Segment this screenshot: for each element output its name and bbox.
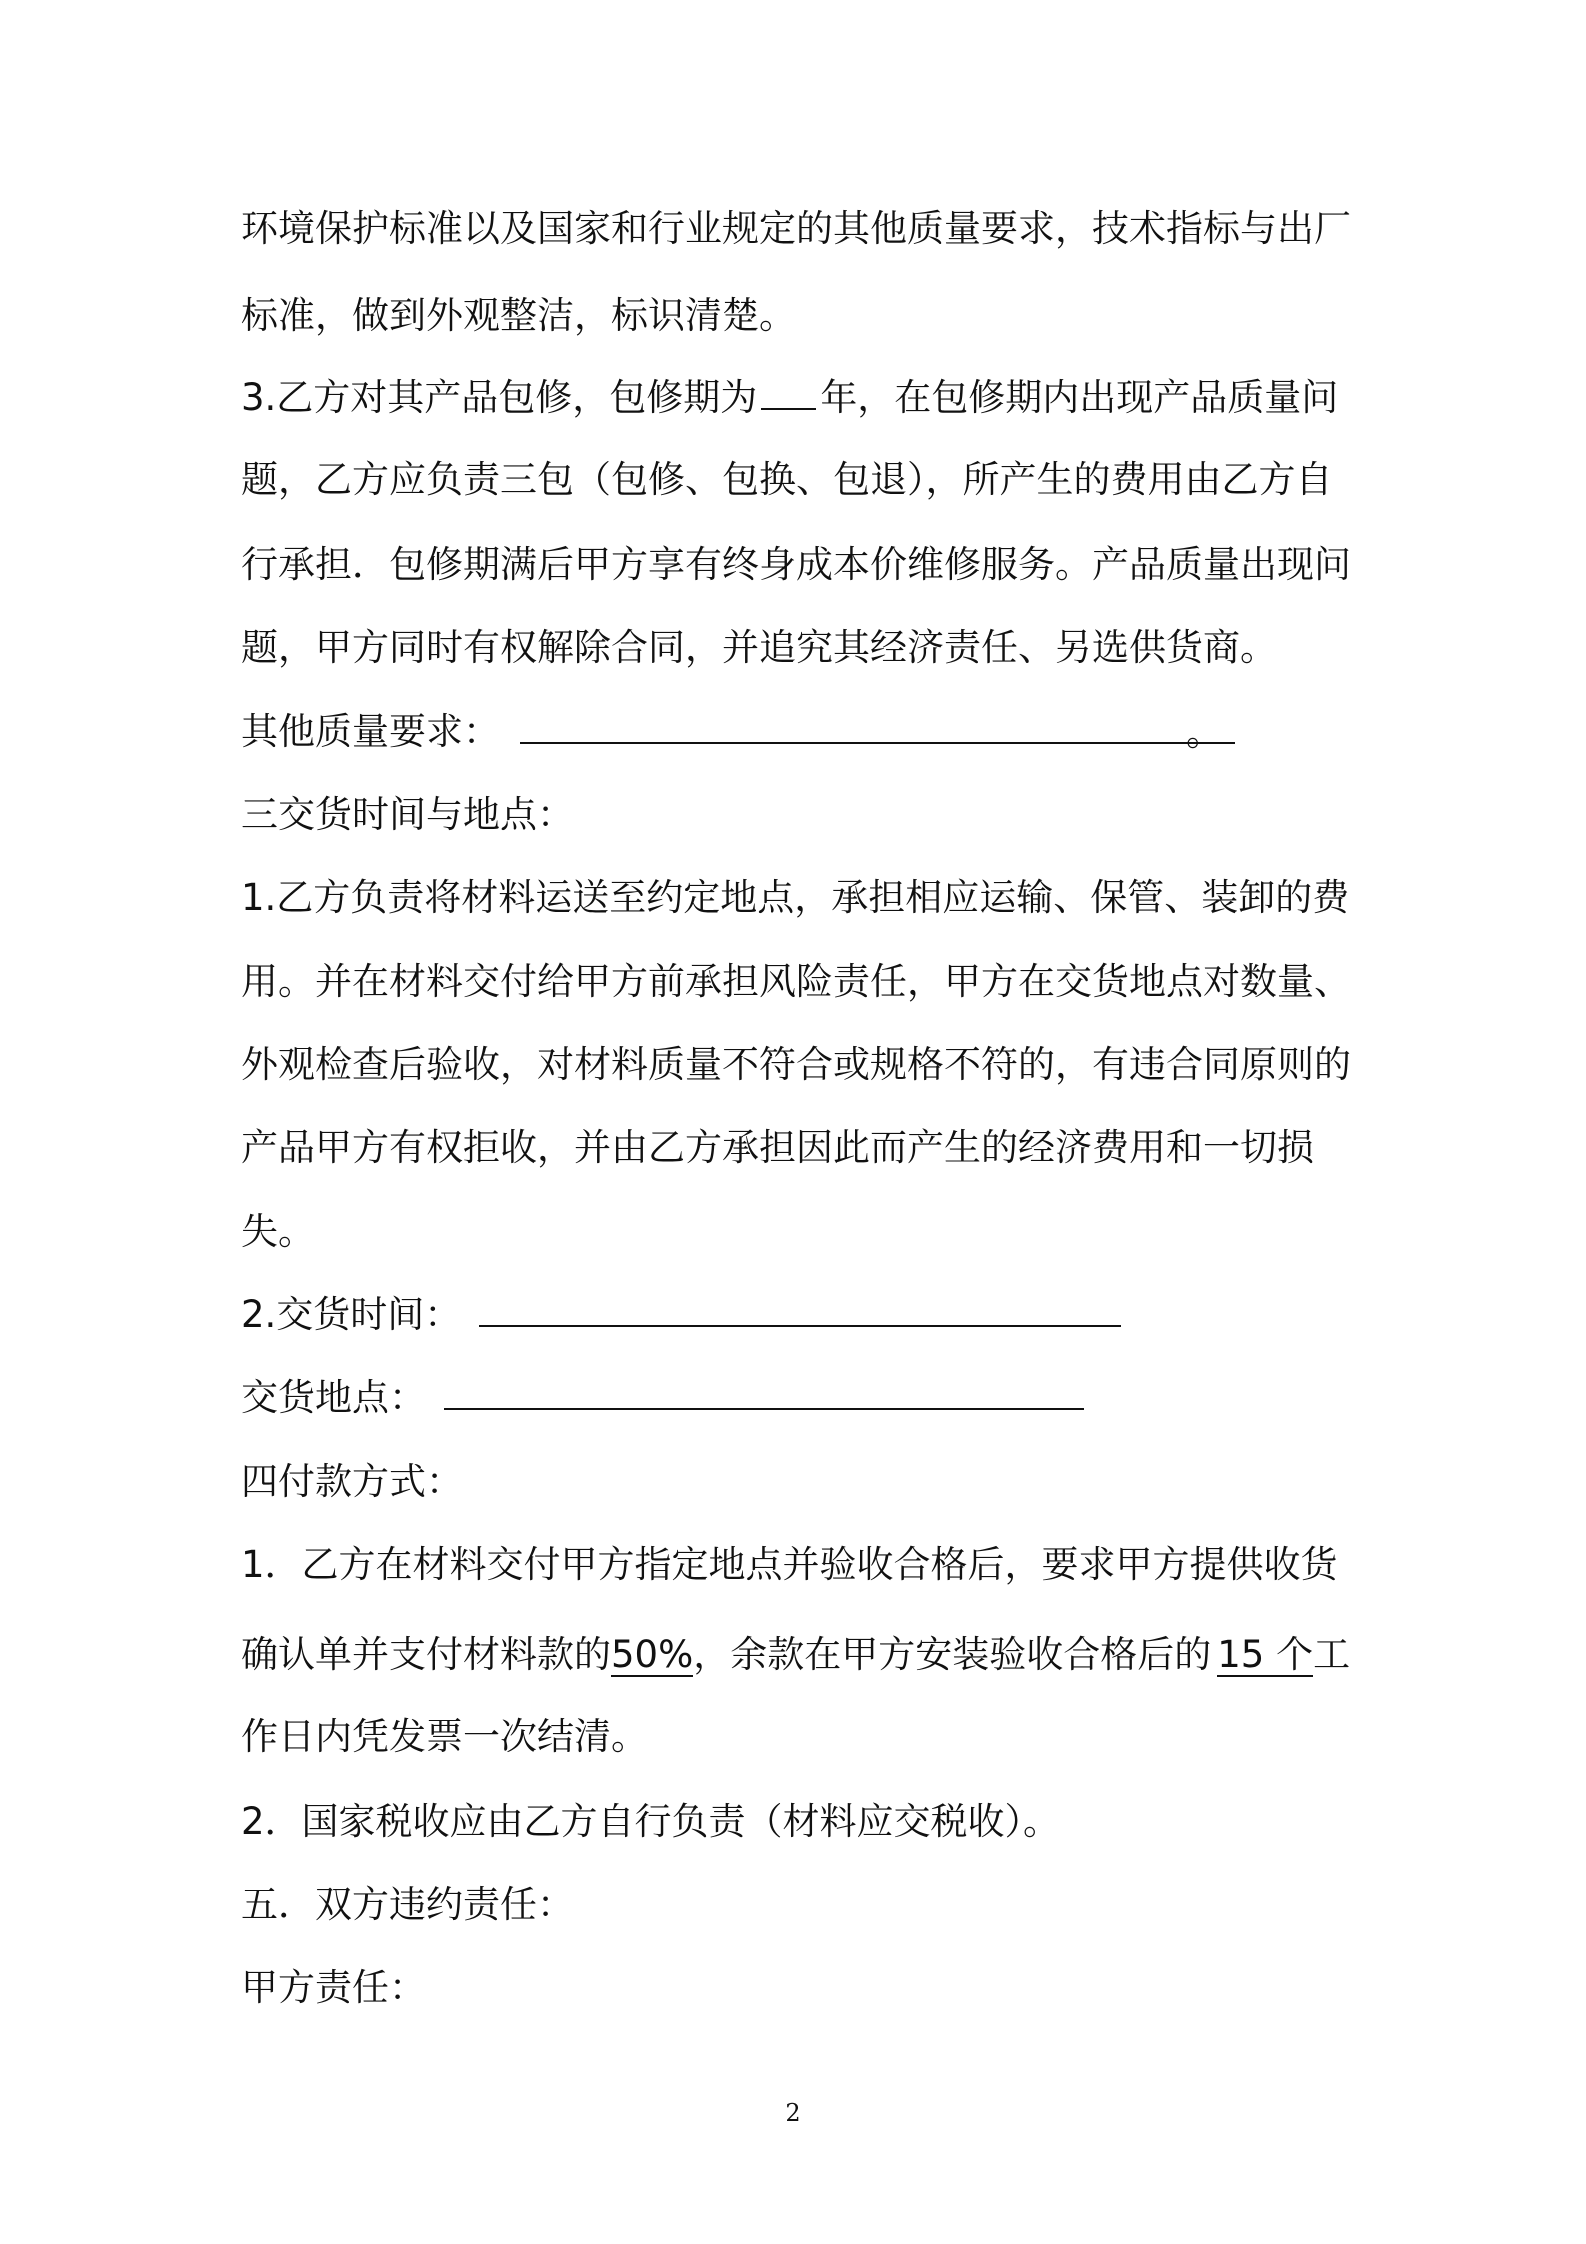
payment-text: 工 xyxy=(1313,1633,1351,1676)
paragraph-line: 外观检查后验收，对材料质量不符合或规格不符的，有违合同原则的 xyxy=(241,1043,1351,1086)
delivery-place-blank[interactable] xyxy=(444,1374,1084,1410)
paragraph-line: 作日内凭发票一次结清。 xyxy=(241,1715,648,1758)
paragraph-line: 标准，做到外观整洁，标识清楚。 xyxy=(241,294,796,337)
paragraph-line: 产品甲方有权拒收，并由乙方承担因此而产生的经济费用和一切损 xyxy=(241,1126,1314,1169)
delivery-time-line xyxy=(241,1290,1121,1340)
paragraph-line: 2．国家税收应由乙方自行负责（材料应交税收）。 xyxy=(241,1800,1061,1843)
section-heading: 五．双方违约责任： xyxy=(241,1883,574,1926)
delivery-time-label: 2.交货时间： xyxy=(241,1293,462,1336)
warranty-clause-line xyxy=(241,373,1338,423)
warranty-label: 3.乙方对其产品包修，包修期为 xyxy=(241,376,758,419)
payment-text: 确认单并支付材料款的 xyxy=(241,1633,611,1676)
delivery-time-blank[interactable] xyxy=(479,1291,1121,1327)
page-number: 2 xyxy=(785,2099,801,2127)
section-heading: 三交货时间与地点： xyxy=(241,793,574,836)
paragraph-line: 用。并在材料交付给甲方前承担风险责任，甲方在交货地点对数量、 xyxy=(241,960,1351,1003)
paragraph-line: 1.乙方负责将材料运送至约定地点，承担相应运输、保管、装卸的费 xyxy=(241,876,1350,919)
paragraph-line: 题，甲方同时有权解除合同，并追究其经济责任、另选供货商。 xyxy=(241,626,1277,669)
delivery-place-line xyxy=(241,1373,1084,1423)
other-quality-blank[interactable] xyxy=(520,708,1235,754)
other-quality-label: 其他质量要求： xyxy=(241,710,500,753)
payment-terms-line xyxy=(241,1630,1350,1680)
paragraph-line: 失。 xyxy=(241,1210,315,1253)
period-mark: 。 xyxy=(1186,711,1223,754)
paragraph-line: 行承担．包修期满后甲方享有终身成本价维修服务。产品质量出现问 xyxy=(241,543,1351,586)
paragraph-line: 1．乙方在材料交付甲方指定地点并验收合格后，要求甲方提供收货 xyxy=(241,1543,1338,1586)
paragraph-line: 题，乙方应负责三包（包修、包换、包退），所产生的费用由乙方自 xyxy=(241,458,1333,501)
delivery-place-label: 交货地点： xyxy=(241,1376,426,1419)
payment-percent: 50% xyxy=(611,1633,694,1676)
warranty-text: 年，在包修期内出现产品质量问 xyxy=(820,376,1339,419)
warranty-years-blank[interactable] xyxy=(761,374,816,410)
payment-days: 15 个 xyxy=(1217,1633,1314,1676)
subsection-heading: 甲方责任： xyxy=(241,1966,426,2009)
other-quality-line xyxy=(241,707,1235,757)
paragraph-line: 环境保护标准以及国家和行业规定的其他质量要求，技术指标与出厂 xyxy=(241,207,1351,250)
payment-text: ，余款在甲方安装验收合格后的 xyxy=(693,1633,1212,1676)
section-heading: 四付款方式： xyxy=(241,1460,463,1503)
